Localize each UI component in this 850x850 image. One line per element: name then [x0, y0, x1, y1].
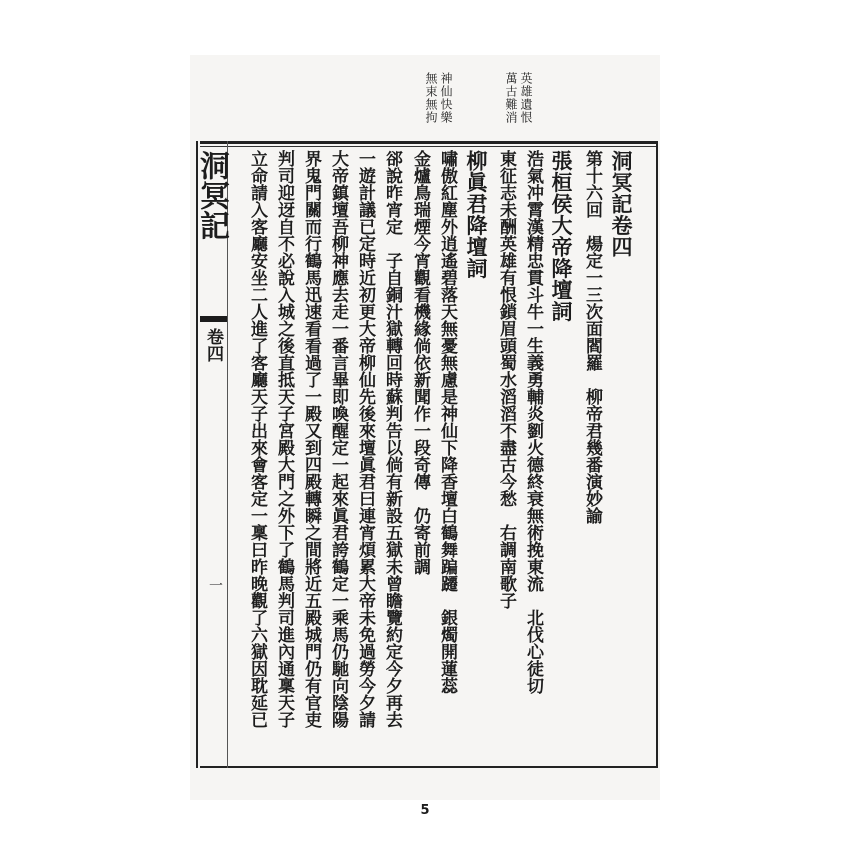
epigraph-right-col2: 萬古難消 — [504, 72, 518, 124]
text-column-poem-1-line-1: 浩氣冲霄漢精忠貫斗牛一生義勇輔炎劉火德終衰無術挽東流 北伐心徒切 — [523, 150, 543, 694]
text-column-prose-4: 界鬼門關而行鶴馬迅速看看過了一殿又到四殿轉瞬之間將近五殿城門仍有官吏 — [301, 150, 321, 728]
gutter-fishtail-mark — [200, 316, 227, 322]
text-column-volume-title: 洞冥記卷四 — [609, 150, 634, 258]
text-column-poem-1-line-2: 東征志未酬英雄有恨鎖眉頭蜀水滔滔不盡古今愁 右調南歌子 — [496, 150, 516, 609]
text-column-poem-2-line-2: 金爐鳥瑞煙今宵觀看機緣倘依新聞作一段奇傳 仍寄前調 — [410, 150, 430, 575]
frame-bottom-rule — [200, 766, 658, 768]
epigraph-left-col2: 無束無拘 — [424, 72, 438, 124]
text-column-poem-title-2: 柳眞君降壇詞 — [464, 150, 489, 279]
text-column-prose-3: 大帝鎮壇吾柳神應去走一番言畢即喚醒定一起來眞君誇鶴定一乘馬仍馳向陰陽 — [328, 150, 348, 728]
text-column-prose-5: 判司迎迓自不必說入城之後直抵天子宮殿大門之外下了鶴馬判司進內通稟天子 — [274, 150, 294, 728]
text-column-chapter-heading: 第十六回 煬定一三次面閻羅 柳帝君幾番演妙諭 — [582, 150, 602, 524]
gutter-title: 洞冥記 — [194, 150, 229, 240]
text-column-prose-6: 立命請入客廳安坐二人進了客廳天子出來會客定一稟曰昨晚觀了六獄因耽延已 — [247, 150, 267, 728]
frame-right-rule — [656, 141, 658, 768]
epigraph-left-col1: 神仙快樂 — [439, 72, 453, 124]
text-column-poem-title-1: 張桓侯大帝降壇詞 — [549, 150, 574, 322]
text-column-prose-2: 一遊計議已定時近初更大帝柳仙先後來壇眞君曰連宵煩累大帝未免過勞今夕請 — [355, 150, 375, 728]
text-column-poem-2-line-1: 嘯傲紅塵外逍遙碧落天無憂無慮是神仙下降香壇白鶴舞蹁躚 銀燭開蓮蕊 — [437, 150, 457, 694]
frame-top-inner-rule — [200, 146, 658, 147]
page-number: 5 — [420, 803, 430, 818]
frame-top-rule — [200, 141, 658, 144]
gutter-page-marker: 一 — [207, 578, 223, 592]
text-column-prose-1: 郤說昨宵定 子自銅汁獄轉回時蘇判告以倘有新設五獄未曾瞻覽約定今夕再去 — [382, 150, 402, 728]
epigraph-right-col1: 英雄遺恨 — [519, 72, 533, 124]
gutter-volume: 卷四 — [203, 328, 223, 362]
